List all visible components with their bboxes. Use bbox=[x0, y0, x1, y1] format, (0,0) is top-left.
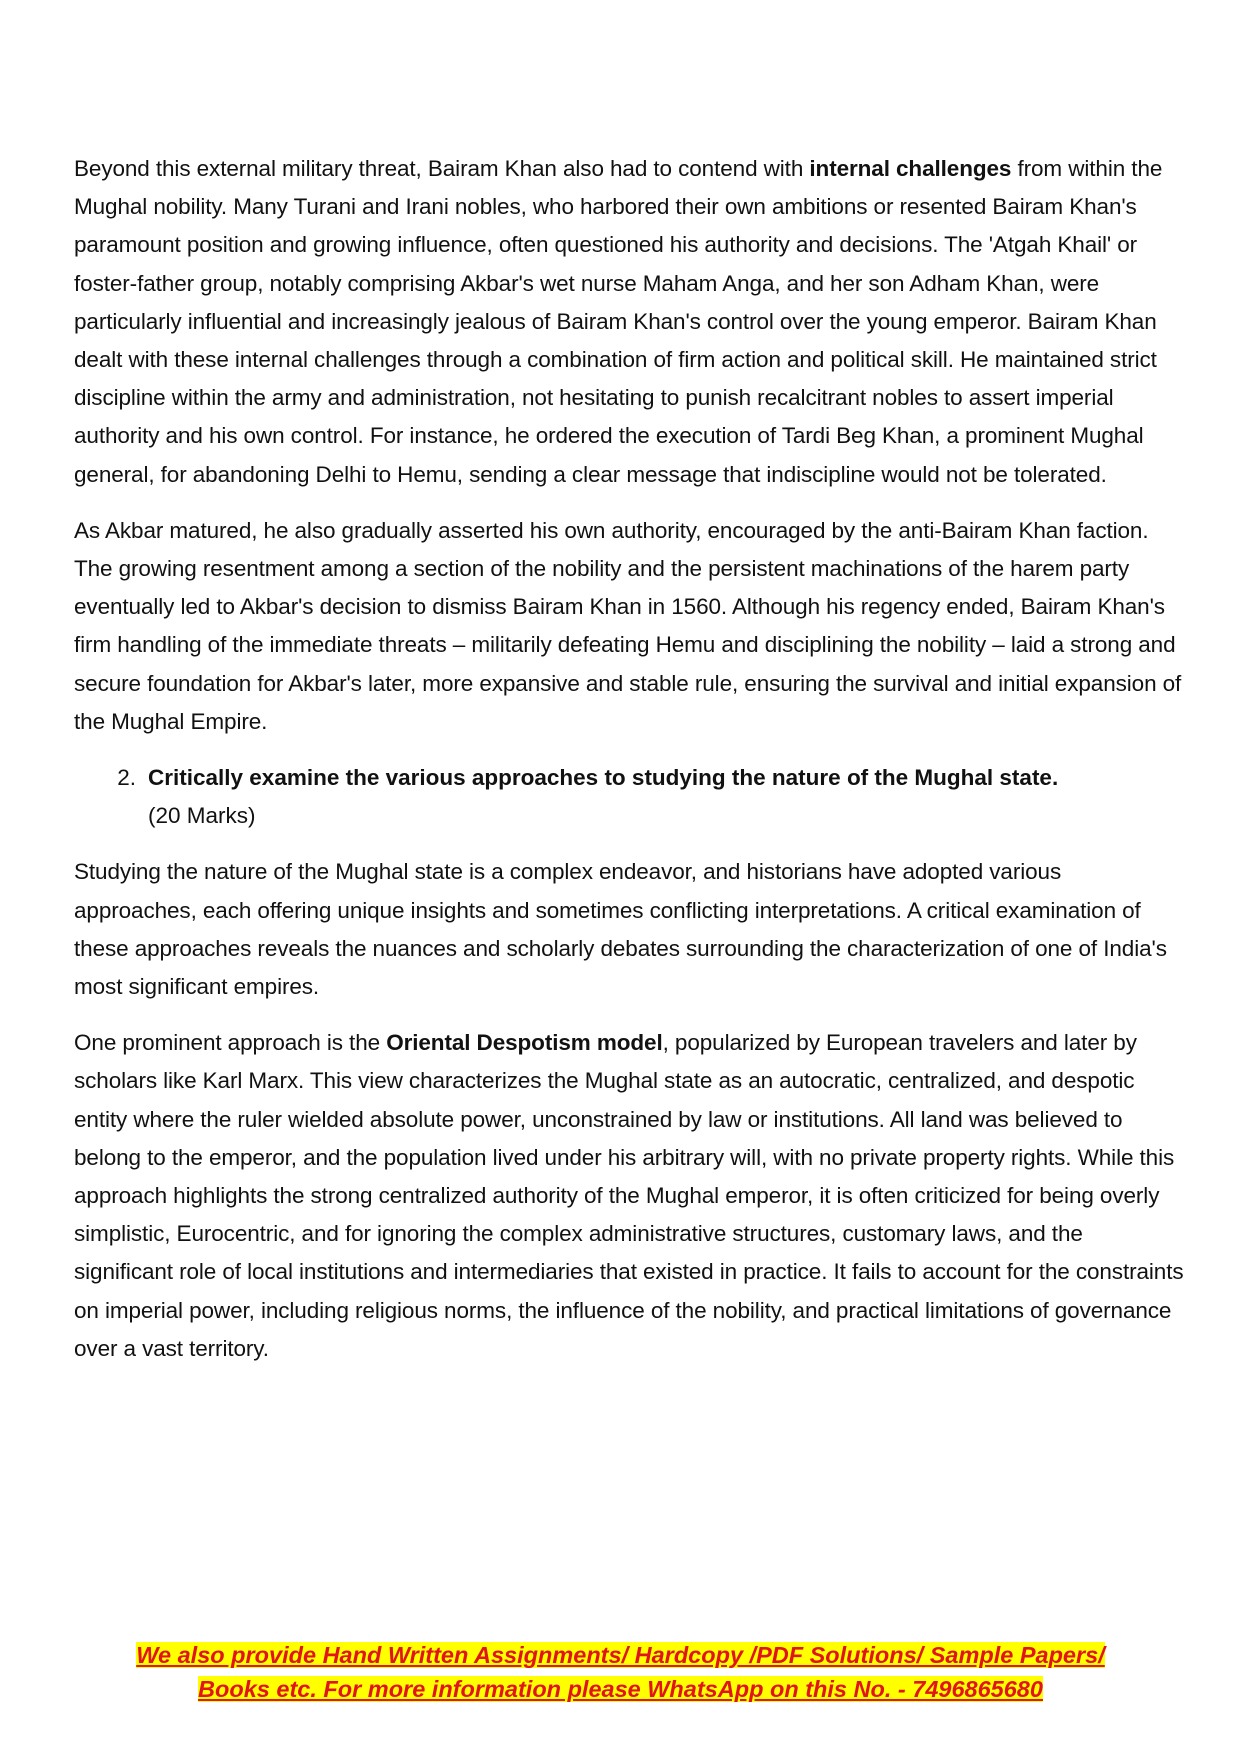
bold-term-internal-challenges: internal challenges bbox=[809, 156, 1012, 181]
question-2 bbox=[74, 759, 1184, 835]
question-marks: (20 Marks) bbox=[148, 803, 256, 829]
question-number: 2. bbox=[117, 765, 136, 791]
document-body bbox=[74, 150, 1184, 1386]
paragraph-text: Beyond this external military threat, Bairam Khan also had to contend with bbox=[74, 156, 810, 181]
paragraph-studying-nature: Studying the nature of the Mughal state is a complex endeavor, and historians have adopted various approaches, each offering unique insights and sometimes conflicting interpretations. A critical examination of these approaches reveals the nuances and scholarly debates surrounding the characterization of one of India's most significant empires. bbox=[74, 859, 1167, 1000]
bold-term-oriental-despotism: Oriental Despotism model bbox=[386, 1030, 663, 1056]
footer-line-1: We also provide Hand Written Assignments/ Hardcopy /PDF Solutions/ Sample Papers/ bbox=[136, 1642, 1105, 1668]
paragraph-text: One prominent approach is the bbox=[74, 1030, 387, 1056]
paragraph-internal-challenges bbox=[74, 150, 1184, 494]
footer-promo bbox=[0, 1638, 1241, 1706]
paragraph-akbar-matured: As Akbar matured, he also gradually asserted his own authority, encouraged by the anti-Bairam Khan faction. The growing resentment among a section of the nobility and the persistent machinations of the harem party eventually led to Akbar's decision to dismiss Bairam Khan in 1560. Although his regency ended, Bairam Khan's firm handling of the immediate threats – militarily defeating Hemu and disciplining the nobility – laid a strong and secure foundation for Akbar's later, more expansive and stable rule, ensuring the survival and initial expansion of the Mughal Empire. bbox=[74, 517, 1182, 734]
paragraph-text: , popularized by European travelers and later by scholars like Karl Marx. This view characterizes the Mughal state as an autocratic, centralized, and despotic entity where the ruler wielded absolute power, unconstrained by law or institutions. All land was believed to belong to the emperor, and the population lived under his arbitrary will, with no private property rights. While this approach highlights the strong centralized authority of the Mughal emperor, it is often criticized for being overly simplistic, Eurocentric, and for ignoring the complex administrative structures, customary laws, and the significant role of local institutions and intermediaries that existed in practice. It fails to account for the constraints on imperial power, including religious norms, the influence of the nobility, and practical limitations of governance over a vast territory. bbox=[74, 1030, 1184, 1361]
question-text: Critically examine the various approaches to studying the nature of the Mughal state. bbox=[148, 765, 1059, 791]
footer-line-2: Books etc. For more information please WhatsApp on this No. - 7496865680 bbox=[198, 1676, 1043, 1702]
paragraph-oriental-despotism bbox=[74, 1024, 1184, 1368]
question-body bbox=[148, 759, 1184, 835]
paragraph-text: from within the Mughal nobility. Many Turani and Irani nobles, who harbored their own ambitions or resented Bairam Khan's paramount position and growing influence, often questioned his authority and decisions. The 'Atgah Khail' or foster-father group, notably comprising Akbar's wet nurse Maham Anga, and her son Adham Khan, were particularly influential and increasingly jealous of Bairam Khan's control over the young emperor. Bairam Khan dealt with these internal challenges through a combination of firm action and political skill. He maintained strict discipline within the army and administration, not hesitating to punish recalcitrant nobles to assert imperial authority and his own control. For instance, he ordered the execution of Tardi Beg Khan, a prominent Mughal general, for abandoning Delhi to Hemu, sending a clear message that indiscipline would not be tolerated. bbox=[74, 156, 1163, 487]
